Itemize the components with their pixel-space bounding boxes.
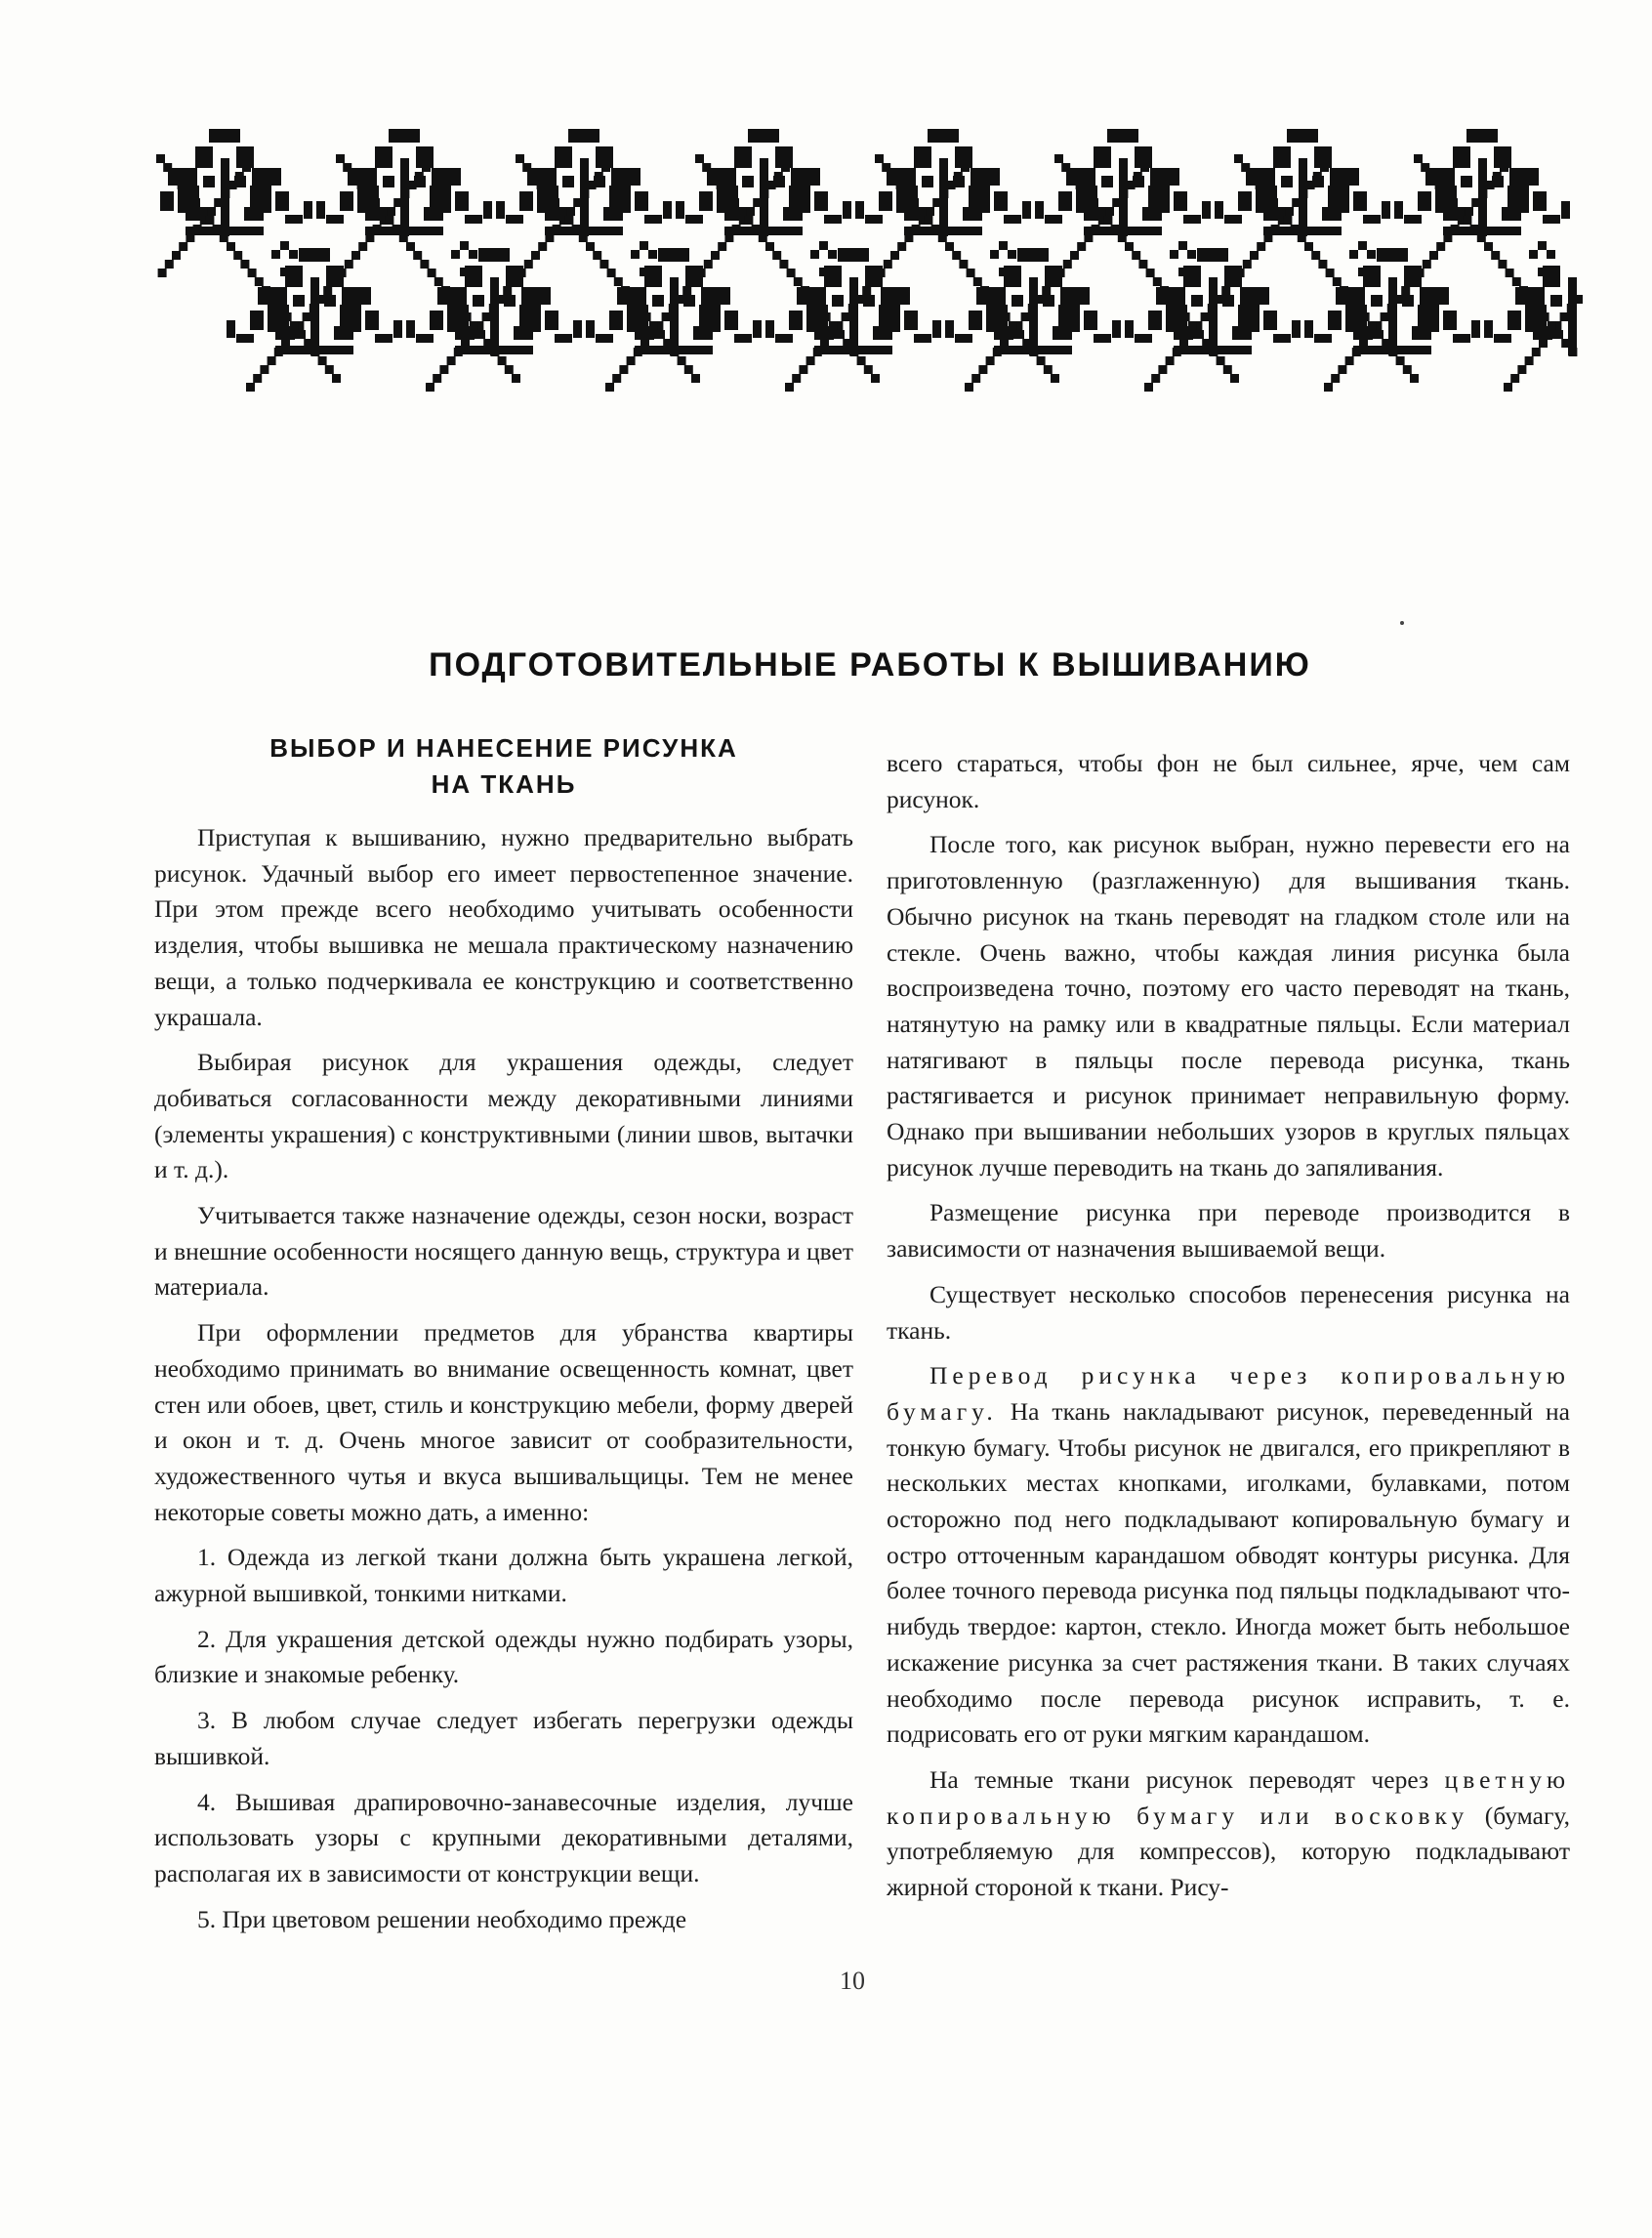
paragraph: Учитывается также назначение одежды, сезон носки, возраст и внешние особенности носящего данную вещь, структура и цвет материала. (154, 1201, 853, 1302)
method-text: На ткань накладывают рисунок, переведенный на тонкую бумагу. Чтобы рисунок не двигался, его прикрепляют в нескольких местах кнопками, иголками, булавками, потом осторожно под него подкладывают копировальную бумагу и остро отточенным карандашом обводят контуры рисунка. Для более точного перевода рисунка под пяльцы подкладывают что-нибудь твердое: картон, стекло. Иногда может быть небольшое искажение рисунка за счет растяжения ткани. В таких случаях необходимо после перевода рисунок исправить, т. е. подрисовать его от руки мягким карандашом. (887, 1396, 1570, 1749)
list-item: 3. В любом случае следует избегать перегрузки одежды вышивкой. (154, 1706, 853, 1770)
embroidery-border-ornament (156, 125, 1584, 400)
right-column (887, 746, 1570, 1916)
section-title (154, 730, 853, 803)
section-title-line-2: НА ТКАНЬ (431, 769, 577, 799)
paragraph: Выбирая рисунок для украшения одежды, следует добиваться согласованности между декоративными линиями (элементы украшения) с конструктивными (линии швов, вытачки и т. д.). (154, 1048, 853, 1184)
paragraph: После того, как рисунок выбран, нужно перевести его на приготовленную (разглаженную) для вышивания ткань. Обычно рисунок на ткань переводят на гладком столе или на стекле. Очень важно, чтобы каждая линия рисунка была воспроизведена точно, поэтому его часто переводят на ткань, натянутую на рамку или в квадратные пяльцы. Если материал натягивают в пяльцы после перевода рисунка, ткань растягивается и рисунок принимает неправильную форму. Однако при вышивании небольших узоров в круглых пяльцах рисунок лучше переводить на ткань до запяливания. (887, 830, 1570, 1181)
list-item: 1. Одежда из легкой ткани должна быть украшена легкой, ажурной вышивкой, тонкими нитками. (154, 1543, 853, 1608)
paragraph-continuation: всего стараться, чтобы фон не был сильнее, ярче, чем сам рисунок. (887, 749, 1570, 813)
list-item: 2. Для украшения детской одежды нужно подбирать узоры, близкие и знакомые ребенку. (154, 1624, 853, 1689)
page-number: 10 (840, 1967, 865, 1995)
page-title: ПОДГОТОВИТЕЛЬНЫЕ РАБОТЫ К ВЫШИВАНИЮ (429, 646, 1311, 684)
paragraph: Приступая к вышиванию, нужно предварительно выбрать рисунок. Удачный выбор его имеет первостепенное значение. При этом прежде всего необходимо учитывать особенности изделия, чтобы вышивка не мешала практическому назначению вещи, а только подчеркивала ее конструкцию и соответственно украшала. (154, 823, 853, 1031)
paragraph-text: (бумагу, употребляемую для компрессов), которую подкладывают жирной стороной к ткани. Рису- (887, 1801, 1570, 1902)
left-column (154, 730, 853, 1947)
method-heading: Перевод рисунка через копировальную бумагу. (887, 1361, 1570, 1426)
list-item: 5. При цветовом решении необходимо прежде (197, 1904, 687, 1933)
paragraph-dark-fabrics (887, 1762, 1570, 1906)
paragraph: Существует несколько способов перенесения рисунка на ткань. (887, 1279, 1570, 1345)
emphasized-term: цветную копировальную бумагу или восковку (887, 1764, 1570, 1830)
paragraph-method-copy-paper (887, 1358, 1570, 1753)
list-item: 4. Вышивая драпировочно-занавесочные изделия, лучше использовать узоры с крупными декоративными деталями, располагая их в зависимости от конструкции вещи. (154, 1787, 853, 1887)
paragraph: Размещение рисунка при переводе производится в зависимости от назначения вышиваемой вещи. (887, 1198, 1570, 1264)
cross-stitch-pattern-image (156, 125, 1584, 400)
paragraph: При оформлении предметов для убранства квартиры необходимо принимать во внимание освещенность комнат, цвет стен или обоев, цвет, стиль и конструкцию мебели, форму дверей и окон и т. д. Очень многое зависит от сообразительности, художественного чутья и вкуса вышивальщицы. Тем не менее некоторые советы можно дать, а именно: (154, 1318, 853, 1526)
section-title-line-1: ВЫБОР И НАНЕСЕНИЕ РИСУНКА (269, 733, 738, 763)
paragraph-text: На темные ткани рисунок переводят через (929, 1764, 1445, 1794)
print-speck (1400, 621, 1404, 625)
